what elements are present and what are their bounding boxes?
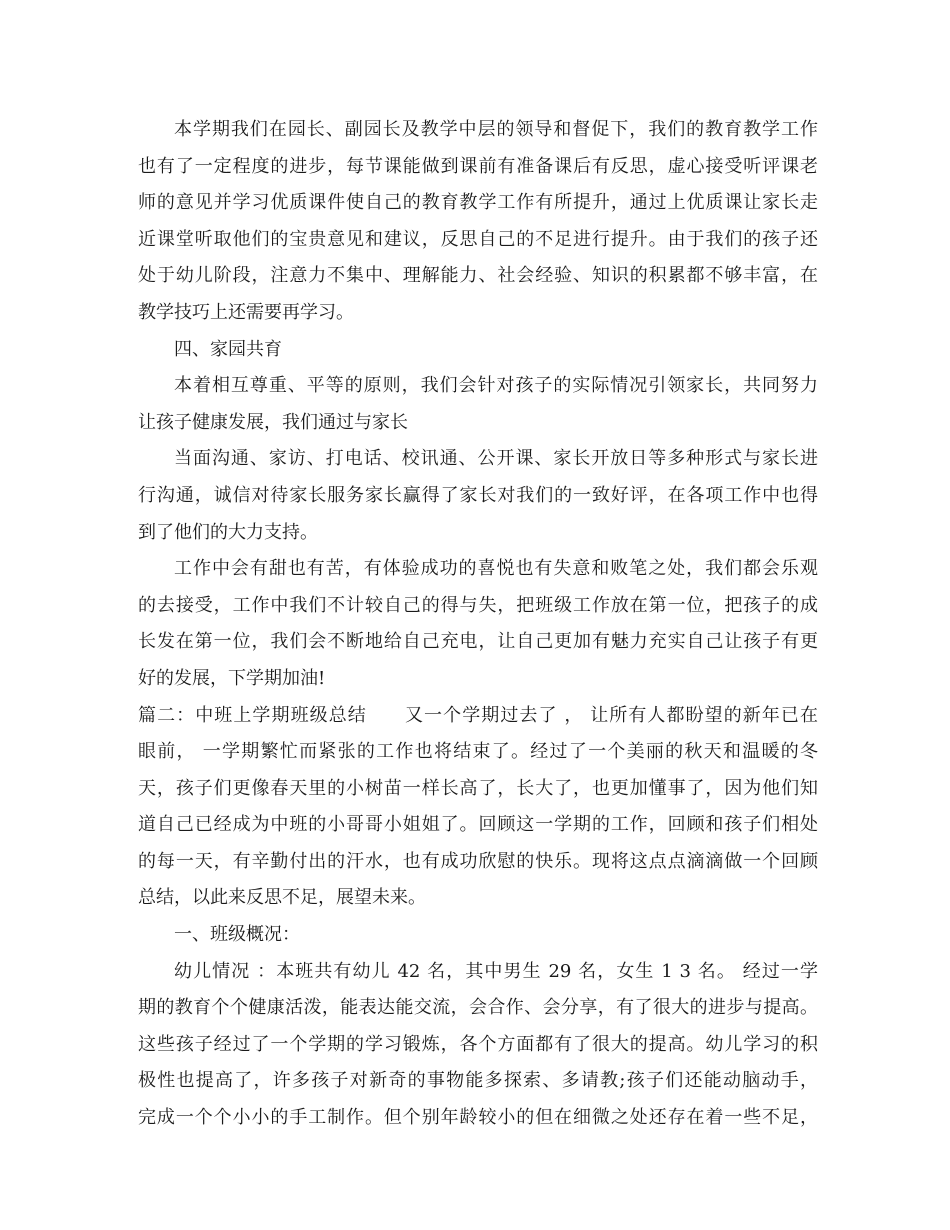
text-line: 极性也提高了，许多孩子对新奇的事物能多探索、多请教;孩子们还能动脑动手， (138, 1070, 818, 1092)
text-line: 工作中会有甜也有苦，有体验成功的喜悦也有失意和败笔之处，我们都会乐观 (174, 558, 818, 580)
text-line: 天，孩子们更像春天里的小树苗一样长高了，长大了，也更加懂事了，因为他们知 (138, 777, 818, 799)
text-line: 幼儿情况 ：本班共有幼儿 42 名，其中男生 29 名，女生 1 3 名。 经过一学 (174, 960, 818, 982)
text-line: 眼前， 一学期繁忙而紧张的工作也将结束了。经过了一个美丽的秋天和温暖的冬 (138, 741, 818, 763)
text-line: 近课堂听取他们的宝贵意见和建议，反思自己的不足进行提升。由于我们的孩子还 (138, 228, 818, 250)
text-line: 总结，以此来反思不足，展望未来。 (138, 887, 426, 909)
text-line: 的去接受，工作中我们不计较自己的得与失，把班级工作放在第一位，把孩子的成 (138, 594, 818, 616)
text-line: 处于幼儿阶段，注意力不集中、理解能力、社会经验、知识的积累都不够丰富，在 (138, 265, 818, 287)
text-line: 道自己已经成为中班的小哥哥小姐姐了。回顾这一学期的工作，回顾和孩子们相处 (138, 814, 818, 836)
text-line: 这些孩子经过了一个学期的学习锻炼，各个方面都有了很大的提高。幼儿学习的积 (138, 1033, 818, 1055)
text-line: 篇二：中班上学期班级总结 又一个学期过去了 ， 让所有人都盼望的新年已在 (138, 704, 818, 726)
text-line: 师的意见并学习优质课件使自己的教育教学工作有所提升，通过上优质课让家长走 (138, 192, 818, 214)
text-line: 到了他们的大力支持。 (138, 521, 318, 543)
text-line: 当面沟通、家访、打电话、校讯通、公开课、家长开放日等多种形式与家长进 (174, 448, 818, 470)
document-page (138, 112, 818, 1137)
text-line: 教学技巧上还需要再学习。 (138, 301, 354, 323)
text-line: 行沟通，诚信对待家长服务家长赢得了家长对我们的一致好评，在各项工作中也得 (138, 484, 818, 506)
text-line: 期的教育个个健康活泼，能表达能交流，会合作、会分享，有了很大的进步与提高。 (138, 997, 818, 1019)
text-line: 好的发展，下学期加油! (138, 667, 326, 689)
text-line: 完成一个个小小的手工制作。但个别年龄较小的但在细微之处还存在着一些不足， (138, 1107, 818, 1129)
text-line: 四、家园共育 (174, 338, 282, 360)
text-line: 也有了一定程度的进步，每节课能做到课前有准备课后有反思，虚心接受听评课老 (138, 155, 818, 177)
text-line: 一、班级概况： (174, 924, 300, 946)
text-line: 让孩子健康发展，我们通过与家长 (138, 411, 408, 433)
text-line: 本学期我们在园长、副园长及教学中层的领导和督促下，我们的教育教学工作 (174, 119, 818, 140)
text-line: 长发在第一位，我们会不断地给自己充电，让自己更加有魅力充实自己让孩子有更 (138, 631, 818, 653)
text-line: 的每一天，有辛勤付出的汗水，也有成功欣慰的快乐。现将这点点滴滴做一个回顾 (138, 850, 818, 872)
text-line: 本着相互尊重、平等的原则，我们会针对孩子的实际情况引领家长，共同努力 (174, 375, 818, 397)
